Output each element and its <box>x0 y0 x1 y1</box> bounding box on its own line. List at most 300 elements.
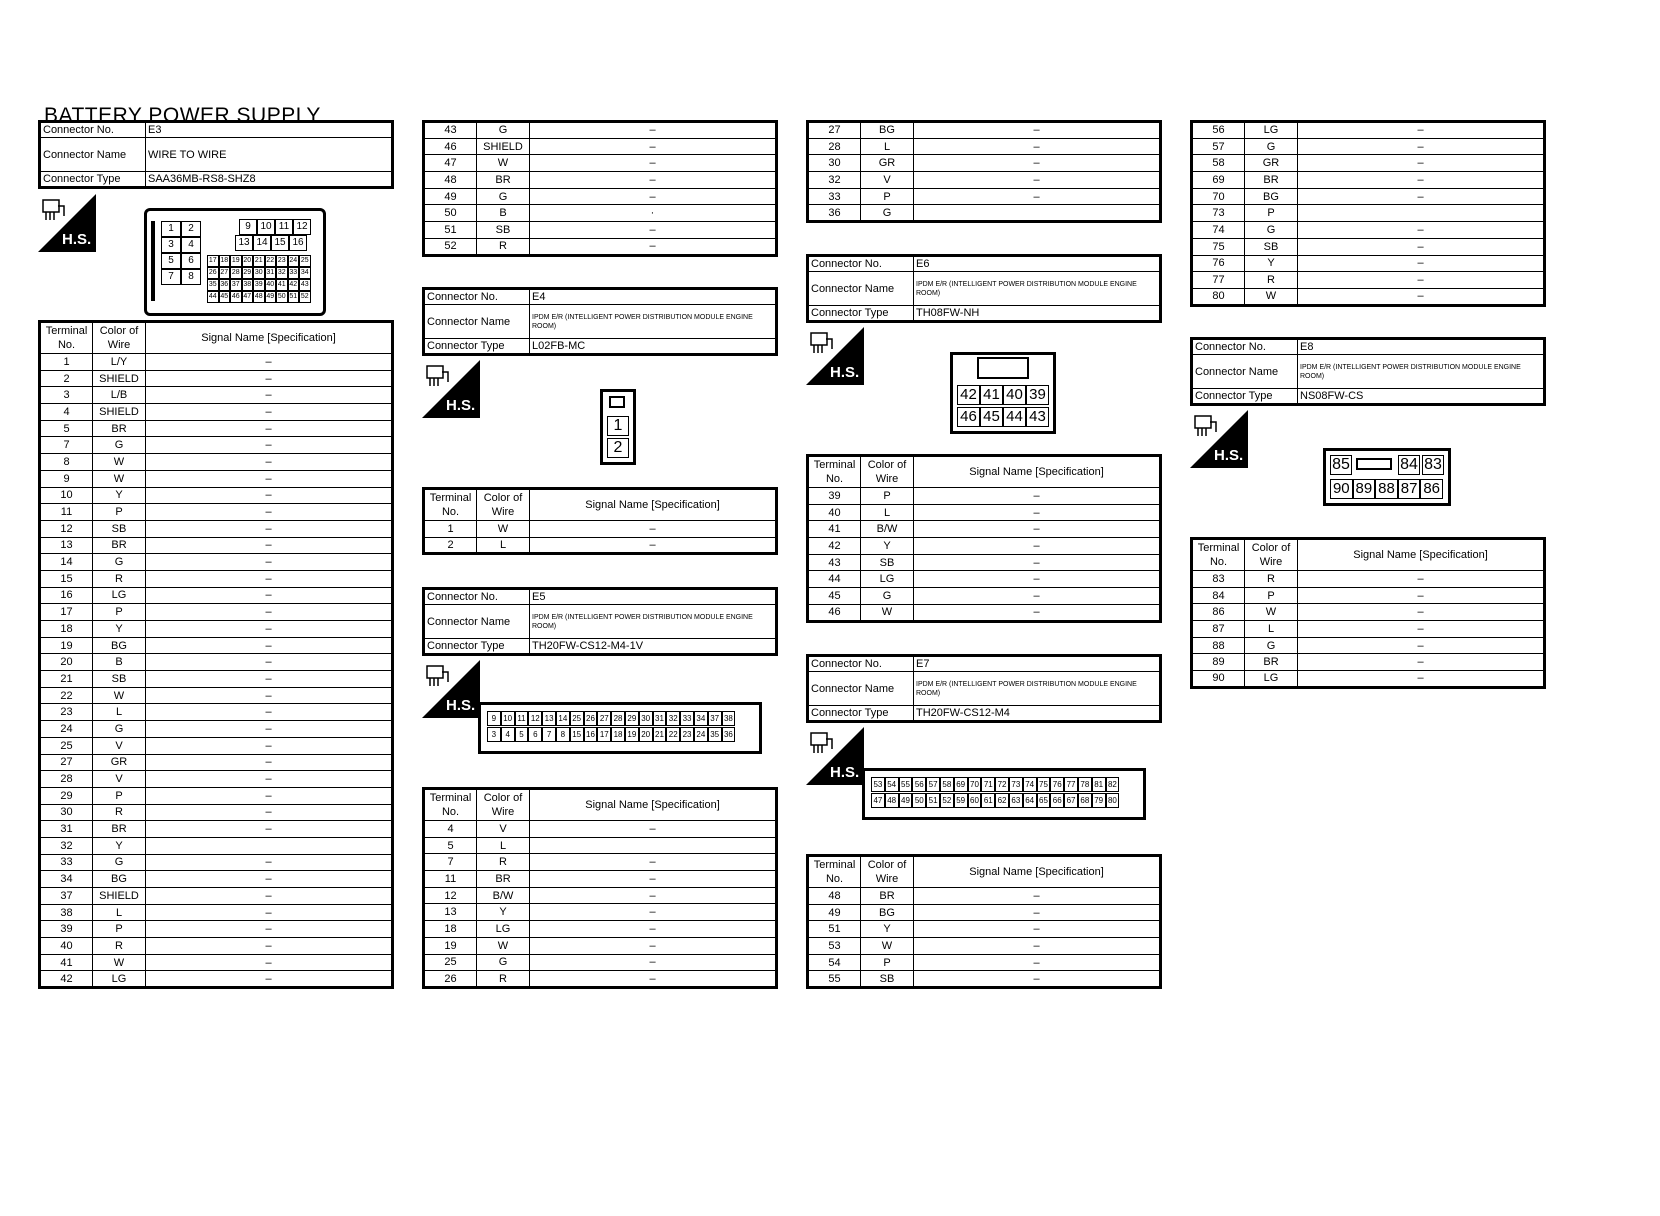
connector-pin: 78 <box>1078 777 1092 792</box>
terminal-no-cell: 70 <box>1192 188 1245 205</box>
harness-side-icon <box>38 194 96 252</box>
table-row <box>1192 637 1545 654</box>
signal-name-cell: – <box>146 354 393 371</box>
table-row <box>808 971 1161 988</box>
terminal-no-cell: 23 <box>40 704 93 721</box>
connector-pin: 28 <box>230 267 242 279</box>
hs-label: H.S. <box>830 764 860 781</box>
connector-pin: 24 <box>288 255 300 267</box>
table-row <box>808 521 1161 538</box>
e3-connector-diagram <box>144 208 326 316</box>
connector-pin: 21 <box>653 727 667 742</box>
connector-pin: 18 <box>219 255 231 267</box>
terminal-no-cell: 16 <box>40 587 93 604</box>
wire-color-cell: L <box>861 138 914 155</box>
terminal-no-cell: 2 <box>424 537 477 554</box>
signal-name-cell: – <box>914 172 1161 189</box>
signal-name-cell: – <box>1298 155 1545 172</box>
e8-terminal-table <box>1190 537 1546 689</box>
signal-name-cell: – <box>146 470 393 487</box>
connector-pin: 44 <box>1003 407 1026 427</box>
connector-pin: 4 <box>181 237 201 253</box>
terminal-no-cell: 43 <box>808 554 861 571</box>
connector-pin: 52 <box>299 291 311 303</box>
signal-name-cell: – <box>914 122 1161 139</box>
e7-info-table <box>806 654 1162 723</box>
table-row <box>424 921 777 938</box>
signal-name-cell: – <box>1298 587 1545 604</box>
signal-name-cell: – <box>530 921 777 938</box>
connector-pin: 50 <box>276 291 288 303</box>
wire-color-cell: W <box>861 938 914 955</box>
table-row <box>1192 122 1545 139</box>
terminal-no-cell: 58 <box>1192 155 1245 172</box>
wire-color-cell: L/B <box>93 387 146 404</box>
terminal-no-cell: 29 <box>40 787 93 804</box>
connector-pin: 59 <box>954 793 968 808</box>
table-row <box>424 122 777 139</box>
terminal-no-cell: 15 <box>40 570 93 587</box>
wire-color-cell: BG <box>861 904 914 921</box>
table-row <box>808 188 1161 205</box>
connector-pin: 11 <box>515 711 529 726</box>
table-row <box>424 854 777 871</box>
connector-pin: 37 <box>708 711 722 726</box>
terminal-no-cell: 46 <box>424 138 477 155</box>
wire-color-cell: BG <box>93 871 146 888</box>
connector-pin: 26 <box>584 711 598 726</box>
signal-name-cell: – <box>146 404 393 421</box>
wire-color-cell: Y <box>1245 255 1298 272</box>
terminal-no-cell: 27 <box>40 754 93 771</box>
connector-pin: 41 <box>276 279 288 291</box>
table-row <box>40 787 393 804</box>
connector-name-value: IPDM E/R (INTELLIGENT POWER DISTRIBUTION MODULE ENGINE ROOM) <box>914 672 1161 706</box>
table-row <box>424 138 777 155</box>
connector-pin: 23 <box>276 255 288 267</box>
table-row <box>424 954 777 971</box>
signal-name-cell: – <box>1298 238 1545 255</box>
connector-pin: 31 <box>265 267 277 279</box>
terminal-no-cell: 39 <box>808 488 861 505</box>
terminal-no-cell: 56 <box>1192 122 1245 139</box>
wire-color-cell: SB <box>93 520 146 537</box>
connector-name-label: Connector Name <box>40 138 146 172</box>
connector-no-label: Connector No. <box>808 656 914 672</box>
signal-name-cell: – <box>146 938 393 955</box>
table-row <box>40 854 393 871</box>
table-row <box>40 354 393 371</box>
table-row <box>40 654 393 671</box>
harness-side-icon <box>806 727 864 785</box>
signal-header: Signal Name [Specification] <box>914 456 1161 488</box>
signal-header: Signal Name [Specification] <box>530 789 777 821</box>
table-row <box>40 404 393 421</box>
terminal-no-cell: 13 <box>424 904 477 921</box>
wire-color-cell: BR <box>1245 172 1298 189</box>
signal-name-cell: – <box>146 604 393 621</box>
signal-name-cell: – <box>914 921 1161 938</box>
table-row <box>1192 238 1545 255</box>
signal-name-cell: – <box>530 971 777 988</box>
connector-type-value: SAA36MB-RS8-SHZ8 <box>146 172 393 188</box>
terminal-no-cell: 69 <box>1192 172 1245 189</box>
connector-pin: 16 <box>584 727 598 742</box>
wire-color-cell: G <box>1245 138 1298 155</box>
signal-name-cell: – <box>146 804 393 821</box>
signal-name-cell: – <box>914 138 1161 155</box>
table-row <box>424 871 777 888</box>
connector-pin: 19 <box>230 255 242 267</box>
terminal-no-cell: 43 <box>424 122 477 139</box>
wire-color-cell: L <box>93 704 146 721</box>
terminal-no-cell: 4 <box>424 821 477 838</box>
connector-type-label: Connector Type <box>1192 389 1298 405</box>
connector-pin: 81 <box>1092 777 1106 792</box>
harness-side-icon <box>422 360 480 418</box>
terminal-no-cell: 88 <box>1192 637 1245 654</box>
terminal-no-cell: 52 <box>424 238 477 255</box>
connector-no-label: Connector No. <box>1192 339 1298 355</box>
table-row <box>40 921 393 938</box>
e4-pin: 1 <box>607 416 629 436</box>
connector-pin: 58 <box>940 777 954 792</box>
connector-pin: 77 <box>1064 777 1078 792</box>
terminal-no-cell: 33 <box>40 854 93 871</box>
table-row <box>40 687 393 704</box>
signal-name-cell: – <box>530 238 777 255</box>
connector-pin: 70 <box>968 777 982 792</box>
e5-continued-table <box>806 120 1162 223</box>
table-row <box>808 155 1161 172</box>
connector-pin: 36 <box>722 727 736 742</box>
connector-pin: 69 <box>954 777 968 792</box>
connector-pin: 9 <box>239 219 257 235</box>
connector-pin: 67 <box>1064 793 1078 808</box>
e6-top-pins <box>957 385 1049 405</box>
wire-color-cell: BR <box>93 537 146 554</box>
connector-pin: 35 <box>207 279 219 291</box>
terminal-no-cell: 83 <box>1192 571 1245 588</box>
signal-name-cell: – <box>146 554 393 571</box>
e7-terminal-table <box>806 854 1162 989</box>
signal-name-cell: – <box>146 537 393 554</box>
signal-name-cell: – <box>1298 621 1545 638</box>
wire-color-cell: R <box>477 238 530 255</box>
table-row <box>40 771 393 788</box>
signal-name-cell: – <box>1298 637 1545 654</box>
connector-pin: 14 <box>556 711 570 726</box>
connector-pin: 10 <box>501 711 515 726</box>
signal-name-cell: – <box>146 387 393 404</box>
connector-pin: 73 <box>1009 777 1023 792</box>
wire-color-cell: SHIELD <box>93 888 146 905</box>
wire-color-cell: G <box>93 854 146 871</box>
signal-name-cell: – <box>146 370 393 387</box>
terminal-no-cell: 34 <box>40 871 93 888</box>
connector-pin: 18 <box>611 727 625 742</box>
signal-name-cell: – <box>1298 122 1545 139</box>
wire-color-cell: GR <box>1245 155 1298 172</box>
table-row <box>424 537 777 554</box>
signal-name-cell: – <box>146 420 393 437</box>
connector-pin: 44 <box>207 291 219 303</box>
table-row <box>40 637 393 654</box>
signal-name-cell: – <box>530 904 777 921</box>
table-row <box>40 621 393 638</box>
wire-color-cell: W <box>93 687 146 704</box>
connector-name-label: Connector Name <box>808 672 914 706</box>
terminal-no-cell: 14 <box>40 554 93 571</box>
table-row <box>808 122 1161 139</box>
e4-connector-diagram <box>600 389 636 465</box>
table-row <box>1192 205 1545 222</box>
wire-color-cell: B <box>477 205 530 222</box>
color-header: Color of Wire <box>1245 539 1298 571</box>
e6-bottom-pins <box>957 407 1049 427</box>
table-row <box>1192 138 1545 155</box>
connector-pin: 8 <box>556 727 570 742</box>
signal-name-cell: – <box>1298 654 1545 671</box>
terminal-no-cell: 38 <box>40 904 93 921</box>
connector-pin: 5 <box>161 253 181 269</box>
connector-pin: 61 <box>981 793 995 808</box>
wire-color-cell: W <box>93 470 146 487</box>
table-row <box>40 470 393 487</box>
wire-color-cell: G <box>93 721 146 738</box>
table-row <box>40 837 393 854</box>
table-row <box>424 521 777 538</box>
terminal-no-header: Terminal No. <box>424 789 477 821</box>
terminal-no-cell: 5 <box>40 420 93 437</box>
connector-no-label: Connector No. <box>424 589 530 605</box>
wire-color-cell: SHIELD <box>93 404 146 421</box>
wire-color-cell: L/Y <box>93 354 146 371</box>
wire-color-cell: L <box>93 904 146 921</box>
connector-pin: 22 <box>265 255 277 267</box>
table-row <box>1192 188 1545 205</box>
wire-color-cell: L <box>1245 621 1298 638</box>
table-row <box>40 754 393 771</box>
signal-header: Signal Name [Specification] <box>1298 539 1545 571</box>
signal-name-cell: – <box>146 454 393 471</box>
wire-color-cell: BG <box>861 122 914 139</box>
terminal-no-cell: 42 <box>808 538 861 555</box>
signal-name-cell: – <box>146 871 393 888</box>
table-row <box>424 205 777 222</box>
signal-name-cell: – <box>914 604 1161 621</box>
connector-pin: 15 <box>271 235 289 251</box>
connector-pin: 11 <box>275 219 293 235</box>
wire-color-cell: P <box>93 604 146 621</box>
terminal-no-cell: 22 <box>40 687 93 704</box>
signal-name-cell: – <box>530 172 777 189</box>
connector-pin: 52 <box>940 793 954 808</box>
wire-color-cell: G <box>93 554 146 571</box>
connector-pin: 35 <box>708 727 722 742</box>
terminal-no-header: Terminal No. <box>40 322 93 354</box>
connector-pin: 19 <box>625 727 639 742</box>
connector-pin: 48 <box>253 291 265 303</box>
signal-name-cell: – <box>146 654 393 671</box>
table-row <box>40 387 393 404</box>
connector-pin: 40 <box>265 279 277 291</box>
table-row <box>1192 587 1545 604</box>
wire-color-cell: R <box>477 971 530 988</box>
wire-color-cell: P <box>861 488 914 505</box>
connector-pin: 48 <box>885 793 899 808</box>
e8-bottom-pins <box>1330 479 1443 499</box>
signal-name-cell: – <box>914 588 1161 605</box>
connector-type-value: TH20FW-CS12-M4-1V <box>530 639 777 655</box>
signal-name-cell: – <box>914 904 1161 921</box>
signal-name-cell: – <box>146 954 393 971</box>
connector-pin: 2 <box>181 221 201 237</box>
terminal-no-cell: 5 <box>424 837 477 854</box>
table-row <box>1192 604 1545 621</box>
connector-pin: 46 <box>230 291 242 303</box>
signal-name-cell: – <box>146 921 393 938</box>
signal-name-cell: – <box>530 537 777 554</box>
table-row <box>424 937 777 954</box>
table-row <box>40 971 393 988</box>
terminal-no-cell: 41 <box>40 954 93 971</box>
terminal-no-cell: 33 <box>808 188 861 205</box>
connector-pin: 57 <box>926 777 940 792</box>
terminal-no-cell: 50 <box>424 205 477 222</box>
wire-color-cell: GR <box>93 754 146 771</box>
signal-name-cell: – <box>146 587 393 604</box>
table-row <box>40 554 393 571</box>
harness-side-icon <box>806 327 864 385</box>
connector-pin: 25 <box>570 711 584 726</box>
signal-name-cell: – <box>1298 671 1545 688</box>
connector-pin: 33 <box>680 711 694 726</box>
connector-no-label: Connector No. <box>808 256 914 272</box>
table-row <box>424 172 777 189</box>
wire-color-cell: BR <box>477 871 530 888</box>
connector-pin: 34 <box>694 711 708 726</box>
connector-pin: 54 <box>885 777 899 792</box>
connector-type-value: NS08FW-CS <box>1298 389 1545 405</box>
table-row <box>1192 671 1545 688</box>
e8-info-table <box>1190 337 1546 406</box>
table-row <box>40 821 393 838</box>
connector-type-label: Connector Type <box>424 639 530 655</box>
table-row <box>808 938 1161 955</box>
wire-color-cell: BR <box>477 172 530 189</box>
signal-name-cell: – <box>530 122 777 139</box>
connector-pin: 38 <box>242 279 254 291</box>
terminal-no-cell: 26 <box>424 971 477 988</box>
table-row <box>40 804 393 821</box>
terminal-no-cell: 49 <box>424 188 477 205</box>
wire-color-cell: BR <box>93 420 146 437</box>
wire-color-cell: G <box>477 954 530 971</box>
terminal-no-cell: 86 <box>1192 604 1245 621</box>
e5-top-pins <box>487 711 735 726</box>
table-row <box>808 921 1161 938</box>
wire-color-cell: LG <box>93 587 146 604</box>
hs-label: H.S. <box>1214 447 1244 464</box>
hs-label: H.S. <box>62 231 92 248</box>
wire-color-cell: LG <box>477 921 530 938</box>
terminal-no-cell: 84 <box>1192 587 1245 604</box>
connector-no-value: E8 <box>1298 339 1545 355</box>
connector-type-label: Connector Type <box>808 306 914 322</box>
signal-name-cell <box>1298 205 1545 222</box>
table-row <box>40 904 393 921</box>
wire-color-cell: Y <box>861 921 914 938</box>
signal-name-cell: – <box>914 538 1161 555</box>
wire-color-cell: SB <box>1245 238 1298 255</box>
signal-name-cell: – <box>530 854 777 871</box>
connector-no-value: E7 <box>914 656 1161 672</box>
signal-name-cell: – <box>146 888 393 905</box>
wire-color-cell: SHIELD <box>477 138 530 155</box>
table-row <box>40 938 393 955</box>
connector-pin: 37 <box>230 279 242 291</box>
table-row <box>424 821 777 838</box>
table-row <box>40 888 393 905</box>
connector-pin: 80 <box>1106 793 1120 808</box>
signal-name-cell: – <box>1298 255 1545 272</box>
terminal-no-cell: 42 <box>40 971 93 988</box>
terminal-no-cell: 47 <box>424 155 477 172</box>
connector-pin: 49 <box>899 793 913 808</box>
connector-pin: 8 <box>181 269 201 285</box>
connector-pin: 7 <box>161 269 181 285</box>
signal-header: Signal Name [Specification] <box>914 856 1161 888</box>
terminal-no-header: Terminal No. <box>808 456 861 488</box>
connector-type-value: L02FB-MC <box>530 339 777 355</box>
connector-pin: 72 <box>995 777 1009 792</box>
e6-info-table <box>806 254 1162 323</box>
wire-color-cell: SB <box>477 222 530 239</box>
terminal-no-cell: 31 <box>40 821 93 838</box>
table-row <box>40 520 393 537</box>
harness-side-icon <box>1190 410 1248 468</box>
signal-name-cell: – <box>914 188 1161 205</box>
terminal-no-cell: 25 <box>424 954 477 971</box>
connector-pin: 17 <box>597 727 611 742</box>
terminal-no-cell: 3 <box>40 387 93 404</box>
connector-pin: 46 <box>957 407 980 427</box>
table-row <box>1192 621 1545 638</box>
terminal-no-cell: 17 <box>40 604 93 621</box>
e3-grid-pins <box>207 255 311 303</box>
terminal-no-cell: 21 <box>40 671 93 688</box>
connector-pin: 47 <box>871 793 885 808</box>
signal-name-cell <box>530 837 777 854</box>
signal-name-cell: – <box>1298 138 1545 155</box>
connector-name-value: IPDM E/R (INTELLIGENT POWER DISTRIBUTION MODULE ENGINE ROOM) <box>914 272 1161 306</box>
e8-connector-diagram <box>1323 448 1451 506</box>
connector-pin: 38 <box>722 711 736 726</box>
wire-color-cell: SB <box>861 971 914 988</box>
connector-pin: 65 <box>1037 793 1051 808</box>
wire-color-cell: R <box>93 938 146 955</box>
connector-pin: 10 <box>257 219 275 235</box>
signal-name-cell: – <box>146 821 393 838</box>
connector-pin: 20 <box>639 727 653 742</box>
terminal-no-cell: 39 <box>40 921 93 938</box>
e3-terminal-table <box>38 320 394 989</box>
wire-color-cell: G <box>861 588 914 605</box>
terminal-no-cell: 25 <box>40 737 93 754</box>
connector-pin: 26 <box>207 267 219 279</box>
terminal-no-cell: 53 <box>808 938 861 955</box>
